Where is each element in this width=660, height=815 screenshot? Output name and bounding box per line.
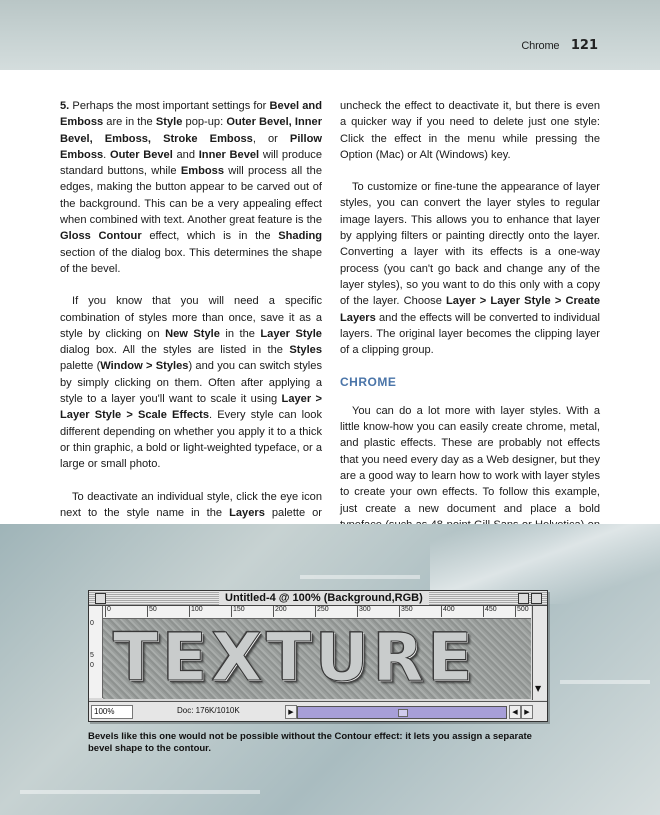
ruler-tick: 250	[315, 606, 329, 617]
ruler-tick: 200	[273, 606, 287, 617]
ruler-tick: 450	[483, 606, 497, 617]
horizontal-ruler	[103, 606, 531, 619]
ruler-tick: 150	[231, 606, 245, 617]
paragraph-deactivate-style: To deactivate an individual style, click the eye icon next to the style name in the Layers palette or	[60, 490, 322, 519]
ruler-tick: 300	[357, 606, 371, 617]
horizontal-scrollbar[interactable]	[297, 706, 507, 719]
vruler-tick: 5	[90, 652, 94, 659]
vertical-scrollbar[interactable]	[532, 606, 547, 700]
zoom-level-field[interactable]: 100%	[91, 705, 133, 719]
ruler-tick: 100	[189, 606, 203, 617]
page-number: 121	[570, 38, 598, 53]
left-column	[60, 98, 322, 570]
ruler-tick: 350	[399, 606, 413, 617]
close-box-icon[interactable]	[95, 593, 106, 604]
figure-stripe	[20, 790, 260, 794]
ruler-tick: 400	[441, 606, 455, 617]
right-column	[340, 98, 600, 565]
status-bar	[89, 701, 547, 721]
scroll-left-arrow-icon[interactable]: ◀	[509, 705, 521, 719]
paragraph-new-style: If you know that you will need a specific combination of styles more than once, save it as a style by clicking on New Style in the Layer Style dialog box. All the styles are listed in the Styles palette (Window > Styles) and you can switch styles by simply clicking on them. Often after applying a style to a layer you'll want to scale it using Layer > Layer Style > Scale Effects. Every style can look different depending on whether you apply it to a thick or thin graphic, a bold or light-weighted typeface, or a large or small photo.	[60, 295, 322, 471]
scroll-thumb[interactable]	[398, 709, 408, 717]
collapse-box-icon[interactable]	[531, 593, 542, 604]
paragraph-uncheck-effect: uncheck the effect to deactivate it, but there is even a quicker way if you need to delete just one style: Click the effect in the menu while pressing the Option (Mac) or Alt (Windows) key.	[340, 100, 600, 161]
window-titlebar[interactable]	[89, 591, 547, 606]
ruler-tick: 0	[105, 606, 111, 617]
vruler-tick: 0	[90, 662, 94, 669]
document-size-info: Doc: 176K/1010K	[177, 706, 240, 715]
section-heading-chrome: CHROME	[340, 375, 397, 390]
figure-caption: Bevels like this one would not be possible without the Contour effect: it lets you assign a separate bevel shape to the contour.	[88, 731, 532, 754]
vertical-ruler	[89, 606, 103, 698]
image-canvas[interactable]	[103, 619, 531, 699]
section-title: Chrome	[521, 40, 560, 52]
paragraph-bevel-emboss: 5. Perhaps the most important settings for Bevel and Emboss are in the Style pop-up: Outer Bevel, Inner Bevel, Emboss, Stroke Emboss, or Pillow Emboss. Outer Bevel and Inner Bevel will produce standard buttons, while Emboss will process all the edges, making the button appear to be carved out of the background. This can be a very appealing effect when combined with text. Another great feature is the Gloss Contour effect, which is in the Shading section of the dialog box. This determines the shape of the bevel.	[60, 100, 323, 275]
paragraph-convert-layers: To customize or fine-tune the appearance of layer styles, you can convert the layer styles to regular image layers. This allows you to enhance that layer by applying filters or painting directly onto the layer. Converting a layer with its effects is a one-way process (you can't go back and change any of the layer styles), so you want to do this only with a copy of the layer. Choose Layer > Layer Style > Create Layers and the effects will be converted to individual layers. The original layer becomes the clipping layer of a clipping group.	[340, 181, 600, 357]
paragraph-chrome-intro: You can do a lot more with layer styles. With a little know-how you can easily create chrome, metal, and plastic effects. These are probably not effects that you need every day as a Web designer, but they are a good way to learn how to work with layer styles to create your own effects. To follow this example, just create a new document and place a bold	[340, 404, 600, 515]
page-header-band	[0, 0, 660, 70]
scroll-right-arrow-icon[interactable]: ▶	[521, 705, 533, 719]
ruler-tick: 500	[515, 606, 529, 617]
texture-text: TEXTURE	[113, 619, 477, 696]
figure-stripe	[560, 680, 650, 684]
figure-stripe	[300, 575, 420, 579]
running-head	[521, 38, 598, 53]
scroll-down-arrow-icon[interactable]: ▼	[535, 684, 542, 693]
vruler-tick: 0	[90, 620, 94, 627]
zoom-box-icon[interactable]	[518, 593, 529, 604]
document-window	[88, 590, 548, 722]
doc-info-menu-arrow-icon[interactable]: ▶	[285, 705, 297, 719]
window-title: Untitled-4 @ 100% (Background,RGB)	[219, 591, 429, 605]
ruler-tick: 50	[147, 606, 157, 617]
